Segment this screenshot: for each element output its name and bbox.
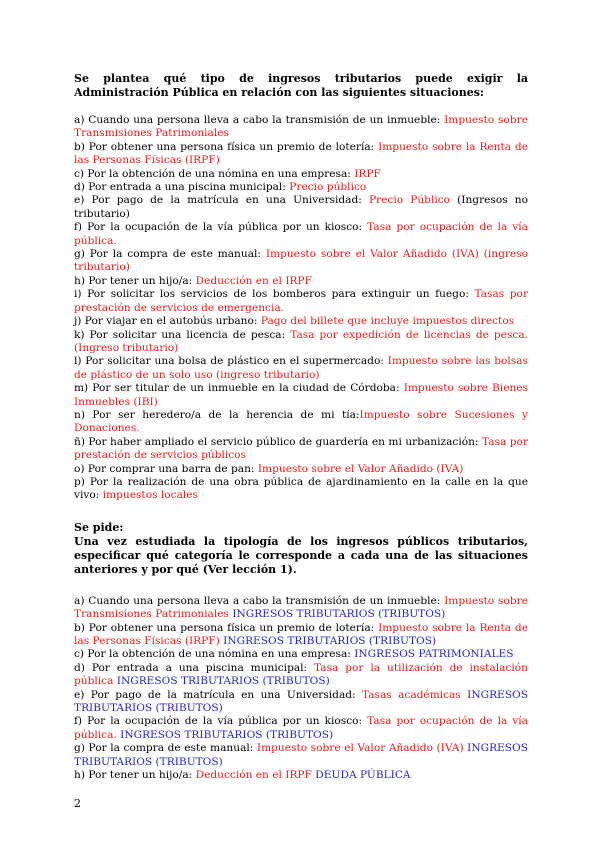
list-item: f) Por la ocupación de la vía pública por un kiosco: Tasa por ocupación de la vía pública. INGRESOS TRIBUTARIOS (TRIBUTOS): [74, 715, 528, 741]
list-item: ñ) Por haber ampliado el servicio público de guardería en mi urbanización: Tasa por prestación de servicios públicos: [74, 435, 528, 462]
list-item: o) Por comprar una barra de pan: Impuesto sobre el Valor Añadido (IVA): [74, 462, 464, 475]
page-title: Se plantea qué tipo de ingresos tributarios puede exigir la Administración Pública en relación con las siguientes situaciones:: [74, 72, 528, 99]
list-item: b) Por obtener una persona física un premio de lotería: Impuesto sobre la Renta de las Personas Físicas (IRPF): [74, 140, 528, 167]
list-item: i) Por solicitar los servicios de los bomberos para extinguir un fuego: Tasas por prestación de servicios de emergencia.: [74, 288, 529, 314]
list-item: e) Por pago de la matrícula en una Universidad: Precio Público (Ingresos no tributario): [74, 194, 528, 220]
list-item: k) Por solicitar una licencia de pesca: Tasa por expedición de licencias de pesca. (Ingreso tributario): [74, 328, 528, 354]
page-number: 2: [74, 797, 81, 810]
list-item: d) Por entrada a una piscina municipal: Precio público: [74, 181, 367, 194]
list-item: a) Cuando una persona lleva a cabo la transmisión de un inmueble: Impuesto sobre Transmisiones Patrimoniales INGRESOS TRIBUTARIOS (TRIBUTOS): [74, 594, 528, 621]
list-item: p) Por la realización de una obra pública de ajardinamiento en la calle en la que vivo: impuestos locales: [74, 475, 528, 502]
list-item: g) Por la compra de este manual: Impuesto sobre el Valor Añadido (IVA) (ingreso tributario): [74, 248, 528, 274]
answers-list: [74, 595, 528, 783]
task-text: Una vez estudiada la tipología de los ingresos públicos tributarios, especificar qué categoría le corresponde a cada una de las situaciones anteriores y por qué (Ver lección 1).: [74, 534, 528, 576]
list-item: e) Por pago de la matrícula en una Universidad: Tasas académicas INGRESOS TRIBUTARIOS (TRIBUTOS): [74, 688, 528, 715]
list-item: f) Por la ocupación de la vía pública por un kiosco: Tasa por ocupación de la vía pública.: [74, 221, 528, 247]
list-item: c) Por la obtención de una nómina en una empresa: INGRESOS PATRIMONIALES: [74, 648, 514, 661]
list-item: a) Cuando una persona lleva a cabo la transmisión de un inmueble: Impuesto sobre Transmisiones Patrimoniales: [74, 114, 528, 140]
list-item: c) Por la obtención de una nómina en una empresa: IRPF: [74, 167, 381, 180]
list-item: h) Por tener un hijo/a: Deducción en el IRPF: [74, 274, 312, 287]
list-item: d) Por entrada a una piscina municipal: Tasa por la utilización de instalación pública INGRESOS TRIBUTARIOS (TRIBUTOS): [74, 661, 528, 688]
list-item: g) Por la compra de este manual: Impuesto sobre el Valor Añadido (IVA) INGRESOS TRIBUTARIOS (TRIBUTOS): [74, 742, 528, 768]
list-item: l) Por solicitar una bolsa de plástico en el supermercado: Impuesto sobre las bolsas de plástico de un solo uso (ingreso tributario): [74, 355, 528, 381]
list-item: j) Por viajar en el autobús urbano: Pago del billete que incluye impuestos directos: [74, 315, 515, 328]
task-label: Se pide:: [74, 520, 124, 534]
list-item: b) Por obtener una persona física un premio de lotería: Impuesto sobre la Renta de las Personas Físicas (IRPF) INGRESOS TRIBUTARIOS (TRIBUTOS): [74, 621, 528, 647]
list-item: n) Por ser heredero/a de la herencia de mi tía:Impuesto sobre Sucesiones y Donaciones.: [74, 408, 528, 435]
situations-list: [74, 114, 528, 503]
list-item: h) Por tener un hijo/a: Deducción en el IRPF DEUDA PÚBLICA: [74, 769, 411, 782]
list-item: m) Por ser titular de un inmueble en la ciudad de Córdoba: Impuesto sobre Bienes Inmuebles (IBI): [74, 382, 528, 408]
page-content: [74, 72, 528, 782]
